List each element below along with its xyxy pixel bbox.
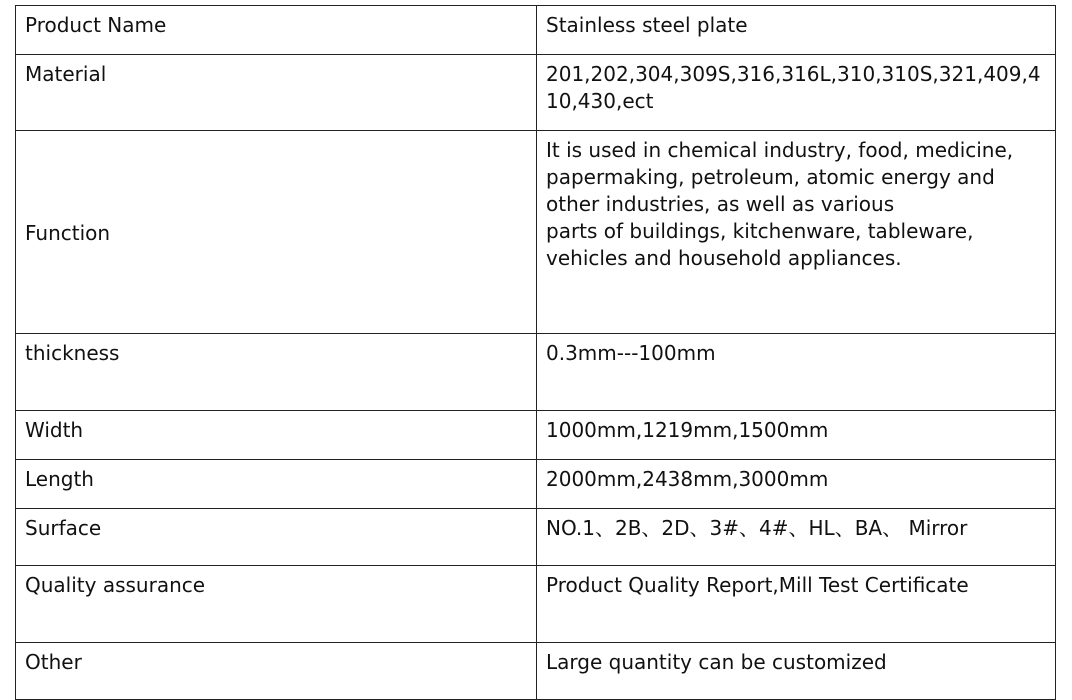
row-value: 1000mm,1219mm,1500mm bbox=[537, 411, 1056, 460]
row-value: 201,202,304,309S,316,316L,310,310S,321,409,410,430,ect bbox=[537, 55, 1056, 131]
value-line: parts of buildings, kitchenware, tableware, bbox=[546, 219, 974, 243]
row-value: Stainless steel plate bbox=[537, 6, 1056, 55]
table-row bbox=[16, 509, 1056, 566]
row-label: Material bbox=[16, 55, 537, 131]
table-row bbox=[16, 643, 1056, 700]
row-value: Large quantity can be customized bbox=[537, 643, 1056, 700]
row-label: Width bbox=[16, 411, 537, 460]
table-row bbox=[16, 55, 1056, 131]
spec-table bbox=[15, 5, 1056, 700]
row-label: Length bbox=[16, 460, 537, 509]
table-row bbox=[16, 411, 1056, 460]
row-label: Product Name bbox=[16, 6, 537, 55]
value-line: vehicles and household appliances. bbox=[546, 246, 902, 270]
table-row bbox=[16, 566, 1056, 643]
row-value: 0.3mm---100mm bbox=[537, 334, 1056, 411]
row-value bbox=[537, 131, 1056, 334]
row-label: thickness bbox=[16, 334, 537, 411]
row-label: Quality assurance bbox=[16, 566, 537, 643]
table-row bbox=[16, 6, 1056, 55]
table-row bbox=[16, 131, 1056, 334]
row-label: Function bbox=[16, 131, 537, 334]
value-line: papermaking, petroleum, atomic energy and bbox=[546, 165, 995, 189]
value-line: It is used in chemical industry, food, medicine, bbox=[546, 138, 1014, 162]
row-label: Surface bbox=[16, 509, 537, 566]
table-row bbox=[16, 334, 1056, 411]
row-value: 2000mm,2438mm,3000mm bbox=[537, 460, 1056, 509]
table-row bbox=[16, 460, 1056, 509]
row-value: Product Quality Report,Mill Test Certificate bbox=[537, 566, 1056, 643]
row-label: Other bbox=[16, 643, 537, 700]
value-line: other industries, as well as various bbox=[546, 192, 895, 216]
row-value: NO.1、2B、2D、3#、4#、HL、BA、 Mirror bbox=[537, 509, 1056, 566]
